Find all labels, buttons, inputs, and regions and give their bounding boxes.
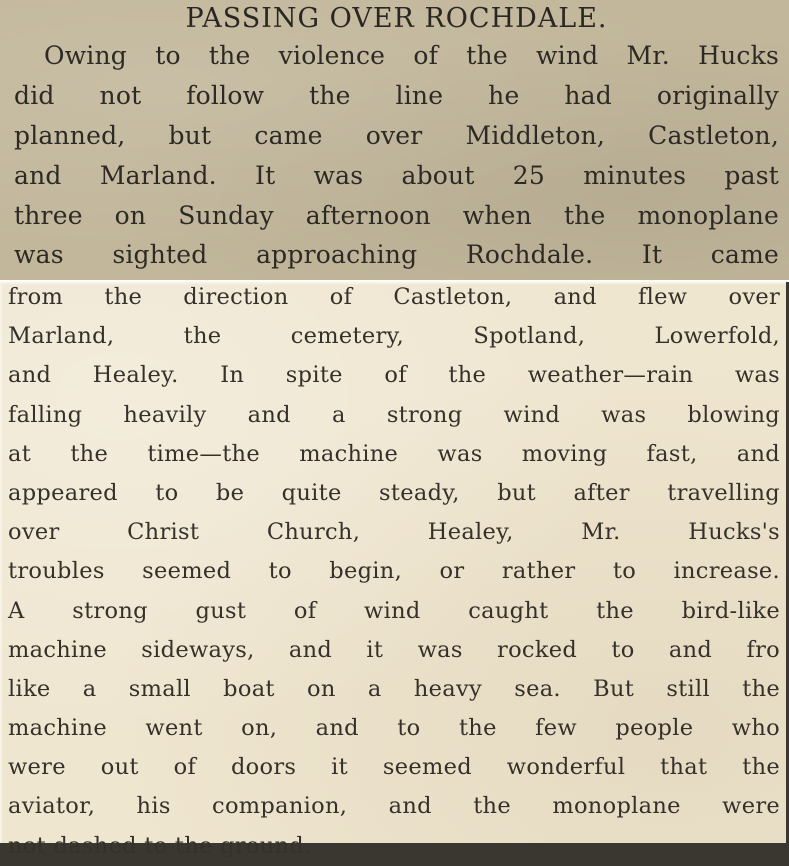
article-text-line: falling heavily and a strong wind was blowing: [8, 401, 780, 428]
article-text-line: at the time—the machine was moving fast, and: [8, 440, 780, 467]
article-text-line: troubles seemed to begin, or rather to increase.: [8, 558, 780, 585]
article-paragraph-top: [14, 36, 779, 270]
article-text-line: appeared to be quite steady, but after travelling: [8, 479, 780, 506]
article-text-line: was sighted approaching Rochdale. It came: [14, 240, 779, 269]
newspaper-clipping-top: [0, 0, 789, 282]
article-text-line: like a small boat on a heavy sea. But still the: [8, 675, 780, 702]
article-text-line: Marland, the cemetery, Spotland, Lowerfold,: [8, 323, 780, 350]
article-headline: PASSING OVER ROCHDALE.: [185, 3, 608, 34]
article-text-line: machine sideways, and it was rocked to and fro: [8, 636, 780, 663]
article-text-line: did not follow the line he had originally: [14, 81, 779, 110]
article-text-line: not dashed to the ground.: [8, 832, 312, 859]
article-text-line: aviator, his companion, and the monoplane were: [8, 793, 780, 820]
article-text-line: Owing to the violence of the wind Mr. Hucks: [44, 41, 779, 70]
article-text-line: three on Sunday afternoon when the monoplane: [14, 201, 779, 230]
article-text-line: and Marland. It was about 25 minutes past: [14, 161, 779, 190]
article-text-line: from the direction of Castleton, and flew over: [8, 284, 780, 310]
article-text-line: over Christ Church, Healey, Mr. Hucks's: [8, 519, 780, 546]
article-text-line: and Healey. In spite of the weather—rain was: [8, 362, 780, 389]
article-text-line: were out of doors it seemed wonderful that the: [8, 754, 780, 781]
newspaper-clipping-bottom: [0, 282, 786, 859]
article-text-line: machine went on, and to the few people who: [8, 715, 780, 742]
article-text-line: A strong gust of wind caught the bird-like: [8, 597, 780, 624]
article-text-line: planned, but came over Middleton, Castleton,: [14, 121, 779, 150]
